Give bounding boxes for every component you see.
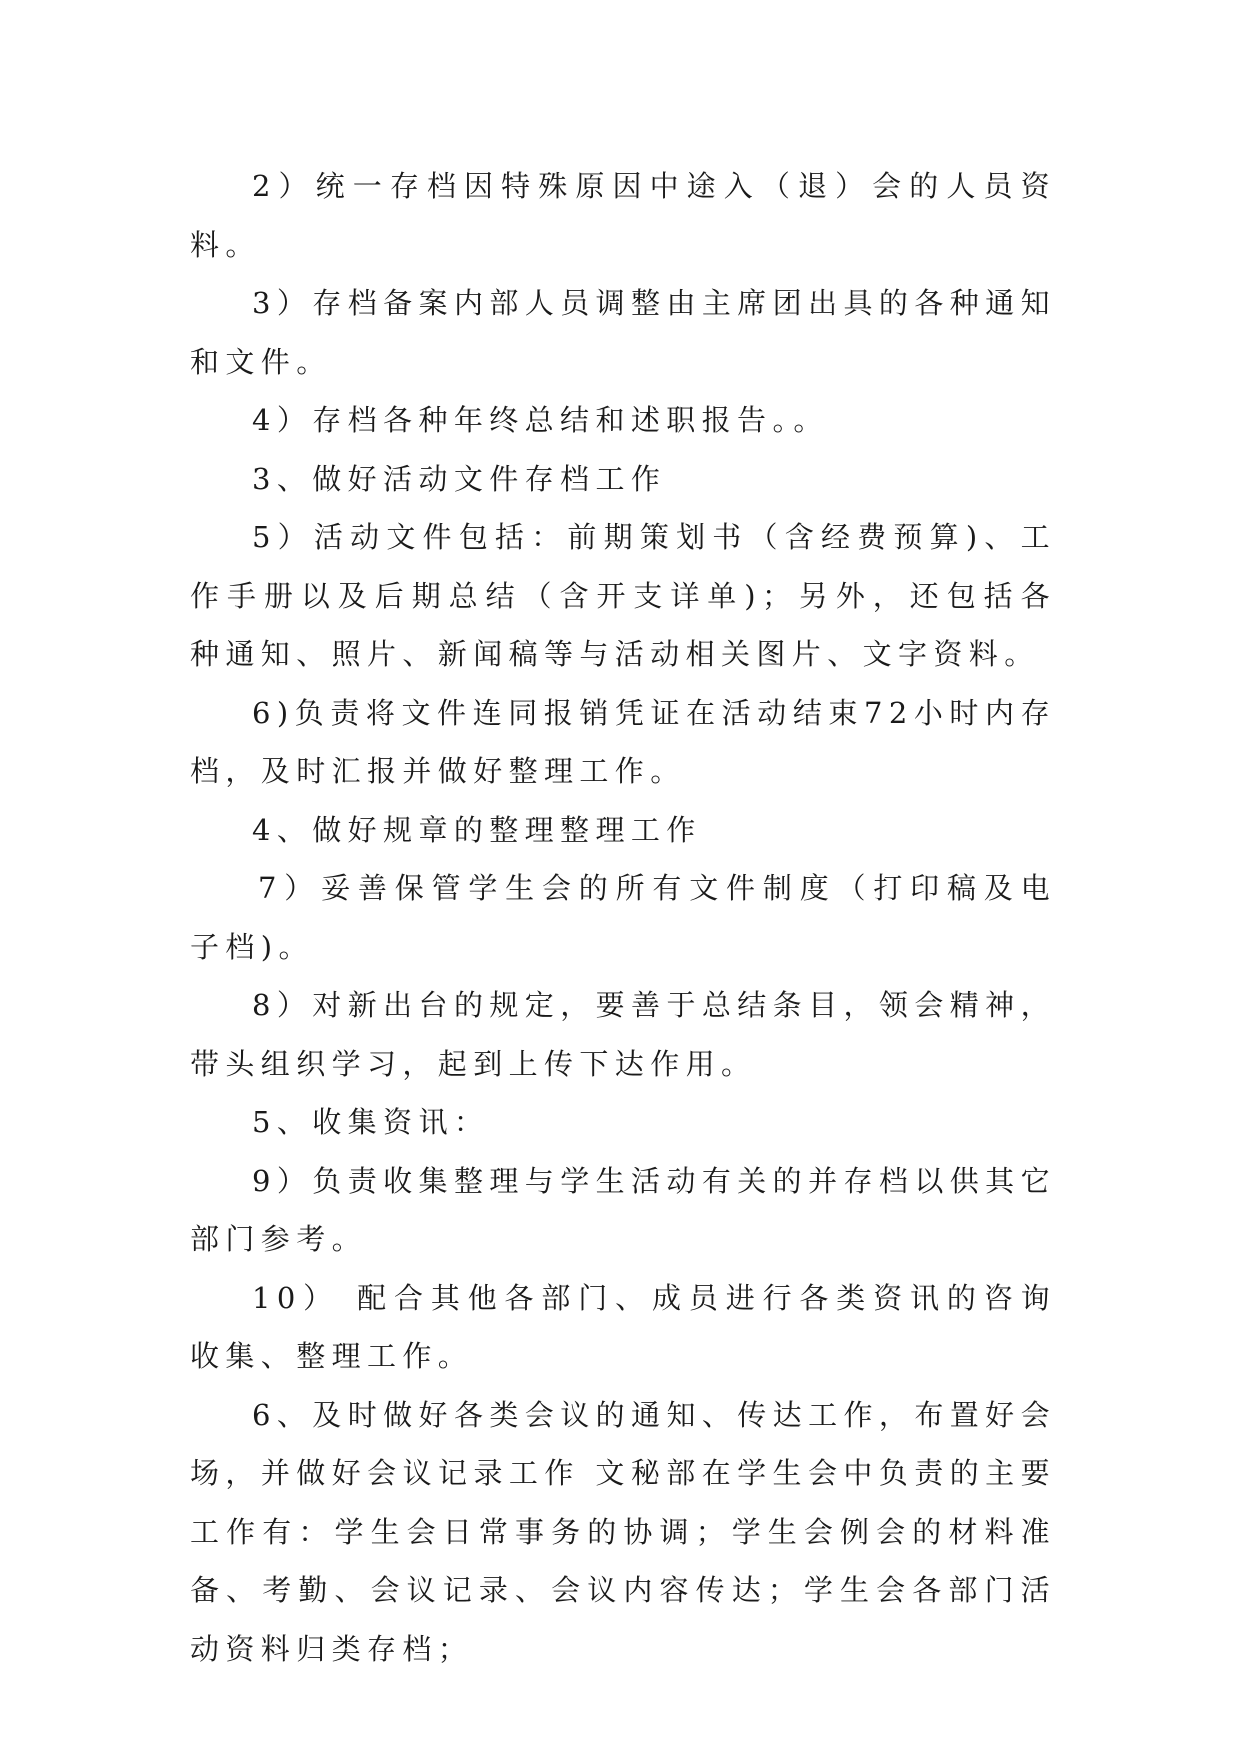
section-heading-6: 6、及时做好各类会议的通知、传达工作，布置好会场，并做好会议记录工作 文秘部在学生会中负责的主要工作有：学生会日常事务的协调；学生会例会的材料准备、考勤、会议记录、会议内容传达；学生会各部门活动资料归类存档； [190, 1397, 1056, 1666]
paragraph-item-5: 5）活动文件包括：前期策划书（含经费预算)、工作手册以及后期总结（含开支详单)；另外，还包括各种通知、照片、新闻稿等与活动相关图片、文字资料。 [190, 520, 1056, 671]
paragraph-item-7: 7）妥善保管学生会的所有文件制度（打印稿及电子档)。 [190, 871, 1056, 964]
section-heading-4: 4、做好规章的整理整理工作 [252, 812, 702, 847]
paragraph-item-3: 3）存档备案内部人员调整由主席团出具的各种通知和文件。 [190, 286, 1056, 379]
paragraph-item-2: 2）统一存档因特殊原因中途入（退）会的人员资料。 [190, 169, 1056, 262]
paragraph-item-8: 8）对新出台的规定，要善于总结条目，领会精神，带头组织学习，起到上传下达作用。 [190, 988, 1056, 1081]
paragraph-item-6: 6)负责将文件连同报销凭证在活动结束72小时内存档，及时汇报并做好整理工作。 [190, 695, 1056, 788]
section-heading-3: 3、做好活动文件存档工作 [252, 461, 667, 496]
paragraph-item-10: 10） 配合其他各部门、成员进行各类资讯的咨询收集、整理工作。 [190, 1280, 1056, 1373]
section-heading-5: 5、收集资讯： [252, 1105, 490, 1139]
paragraph-item-4: 4）存档各种年终总结和述职报告。。 [252, 403, 829, 437]
document-body [190, 157, 1056, 1678]
paragraph-item-9: 9）负责收集整理与学生活动有关的并存档以供其它部门参考。 [190, 1163, 1056, 1256]
